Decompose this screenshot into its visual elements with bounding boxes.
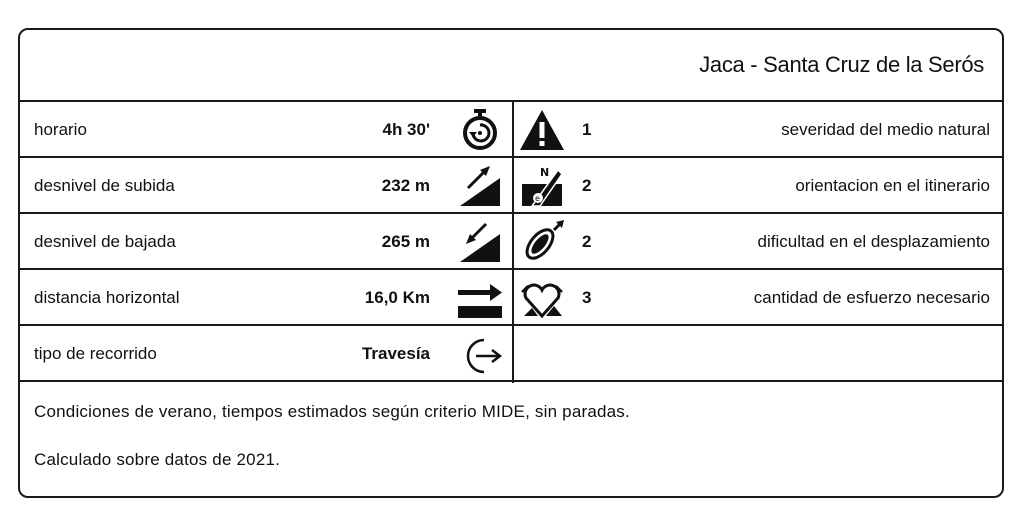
row-label: distancia horizontal: [34, 288, 180, 307]
row-score: 2: [582, 176, 592, 195]
title-row: [20, 30, 1002, 102]
table-row: [20, 214, 1002, 270]
svg-text:e: e: [535, 194, 540, 203]
mide-info-card: [18, 28, 1004, 498]
row-value: 232 m: [381, 176, 430, 195]
row-description: severidad del medio natural: [781, 120, 990, 139]
stopwatch-icon: [456, 108, 506, 152]
footprint-icon: [518, 220, 568, 264]
row-description: cantidad de esfuerzo necesario: [753, 288, 990, 307]
row-value: Travesía: [361, 344, 430, 363]
row-label: tipo de recorrido: [34, 344, 157, 363]
notes: [34, 402, 630, 498]
route-title: Jaca - Santa Cruz de la Serós: [699, 52, 984, 77]
row-score: 3: [582, 288, 592, 307]
ascent-icon: [456, 164, 506, 208]
table-row: [20, 270, 1002, 326]
row-value: 265 m: [381, 232, 430, 251]
traverse-icon: [456, 332, 506, 376]
row-description: dificultad en el desplazamiento: [757, 232, 990, 251]
table-row: [20, 326, 1002, 382]
row-value: 4h 30': [382, 120, 430, 139]
row-label: desnivel de bajada: [34, 232, 176, 251]
row-score: 2: [582, 232, 592, 251]
column-divider: [512, 102, 514, 383]
table-row: [20, 158, 1002, 214]
note-data-year: Calculado sobre datos de 2021.: [34, 450, 281, 469]
heart-effort-icon: [518, 276, 568, 320]
warning-icon: [518, 108, 568, 152]
row-description: orientacion en el itinerario: [795, 176, 990, 195]
row-value: 16,0 Km: [364, 288, 430, 307]
descent-icon: [456, 220, 506, 264]
note-conditions: Condiciones de verano, tiempos estimados según criterio MIDE, sin paradas.: [34, 402, 630, 421]
distance-icon: [456, 276, 506, 320]
table-row: [20, 102, 1002, 158]
row-label: desnivel de subida: [34, 176, 175, 195]
row-label: horario: [34, 120, 87, 139]
orientation-icon: [518, 164, 568, 208]
svg-text:N: N: [540, 166, 550, 179]
row-score: 1: [582, 120, 592, 139]
